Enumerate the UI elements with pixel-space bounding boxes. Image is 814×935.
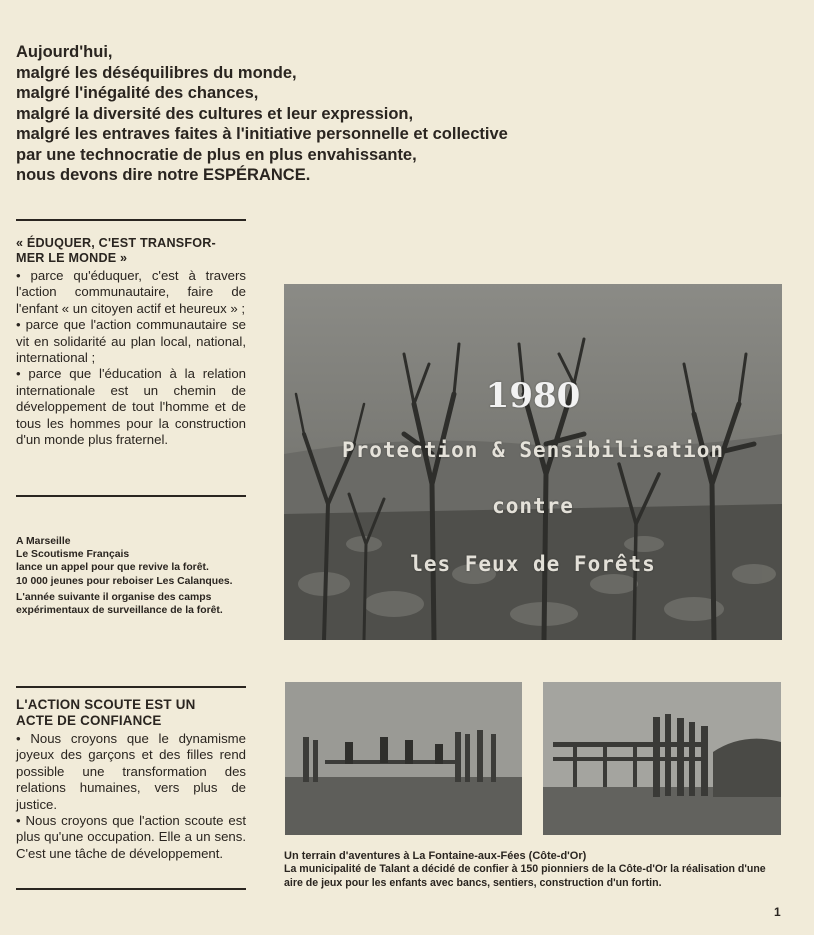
intro-statement	[16, 42, 616, 186]
divider-rule	[16, 888, 246, 890]
overlay-line: contre	[492, 494, 574, 518]
intro-line: nous devons dire notre ESPÉRANCE.	[16, 166, 311, 184]
adventure-ground-photo-left	[285, 682, 522, 835]
bullet-paragraph: • parce que l'éducation à la relation internationale est un chemin de développement de tout l'homme et de tous les hommes pour la construction d'un monde plus fraternel.	[16, 366, 246, 448]
photo-caption	[284, 850, 784, 890]
divider-rule	[16, 686, 246, 688]
intro-line: malgré les entraves faites à l'initiative personnelle et collective	[16, 125, 508, 143]
note-line: 10 000 jeunes pour reboiser Les Calanques.	[16, 575, 233, 587]
caption-title: Un terrain d'aventures à La Fontaine-aux-Fées (Côte-d'Or)	[284, 850, 587, 862]
note-line: Le Scoutisme Français	[16, 549, 130, 561]
page-number: 1	[774, 905, 781, 919]
section-body	[16, 731, 246, 862]
section-title-line: L'ACTION SCOUTE EST UN	[16, 697, 196, 712]
note-line: A Marseille	[16, 536, 71, 547]
section-title	[16, 697, 246, 729]
bullet-paragraph: • Nous croyons que le dynamisme joyeux des garçons et des filles rend possible une transformation des relations humaines, vers plus de justice.	[16, 731, 246, 812]
adventure-ground-photo-right	[543, 682, 781, 835]
intro-line: malgré les déséquilibres du monde,	[16, 63, 297, 82]
section-action-scoute	[16, 697, 246, 862]
bullet-paragraph: • Nous croyons que l'action scoute est plus qu'une occupation. Elle a un sens. C'est une tâche de développement.	[16, 813, 246, 861]
section-title	[16, 236, 246, 266]
photo-image	[285, 682, 522, 835]
burnt-forest-photo	[284, 284, 782, 640]
bullet-paragraph: • parce qu'éduquer, c'est à travers l'action communautaire, faire de l'enfant « un citoyen actif et heureux » ;	[16, 268, 246, 316]
photo-image	[543, 682, 781, 835]
note-line: L'année suivante il organise des camps expérimentaux de surveillance de la forêt.	[16, 591, 223, 617]
overlay-line: les Feux de Forêts	[410, 552, 656, 576]
note-line: lance un appel pour que revive la forêt.	[16, 562, 209, 574]
divider-rule	[16, 219, 246, 221]
section-body	[16, 268, 246, 448]
section-title-line: MER LE MONDE »	[16, 251, 128, 265]
overlay-year: 1980	[485, 376, 581, 416]
marseille-note	[16, 535, 248, 617]
caption-body: La municipalité de Talant a décidé de confier à 150 pionniers de la Côte-d'Or la réalisation d'une aire de jeux pour les enfants avec bancs, sentiers, construction d'un fortin.	[284, 863, 766, 889]
section-eduquer	[16, 236, 246, 448]
intro-line: Aujourd'hui,	[16, 43, 113, 61]
section-title-line: « ÉDUQUER, C'EST TRANSFOR-	[16, 236, 216, 250]
intro-line: malgré la diversité des cultures et leur expression,	[16, 104, 414, 123]
intro-line: par une technocratie de plus en plus envahissante,	[16, 145, 417, 164]
overlay-line: Protection & Sensibilisation	[341, 438, 724, 462]
section-title-line: ACTE DE CONFIANCE	[16, 713, 162, 728]
bullet-paragraph: • parce que l'action communautaire se vit en solidarité au plan local, national, international ;	[16, 317, 246, 366]
forest-photo-image	[284, 284, 782, 640]
intro-line: malgré l'inégalité des chances,	[16, 84, 259, 102]
divider-rule	[16, 495, 246, 497]
